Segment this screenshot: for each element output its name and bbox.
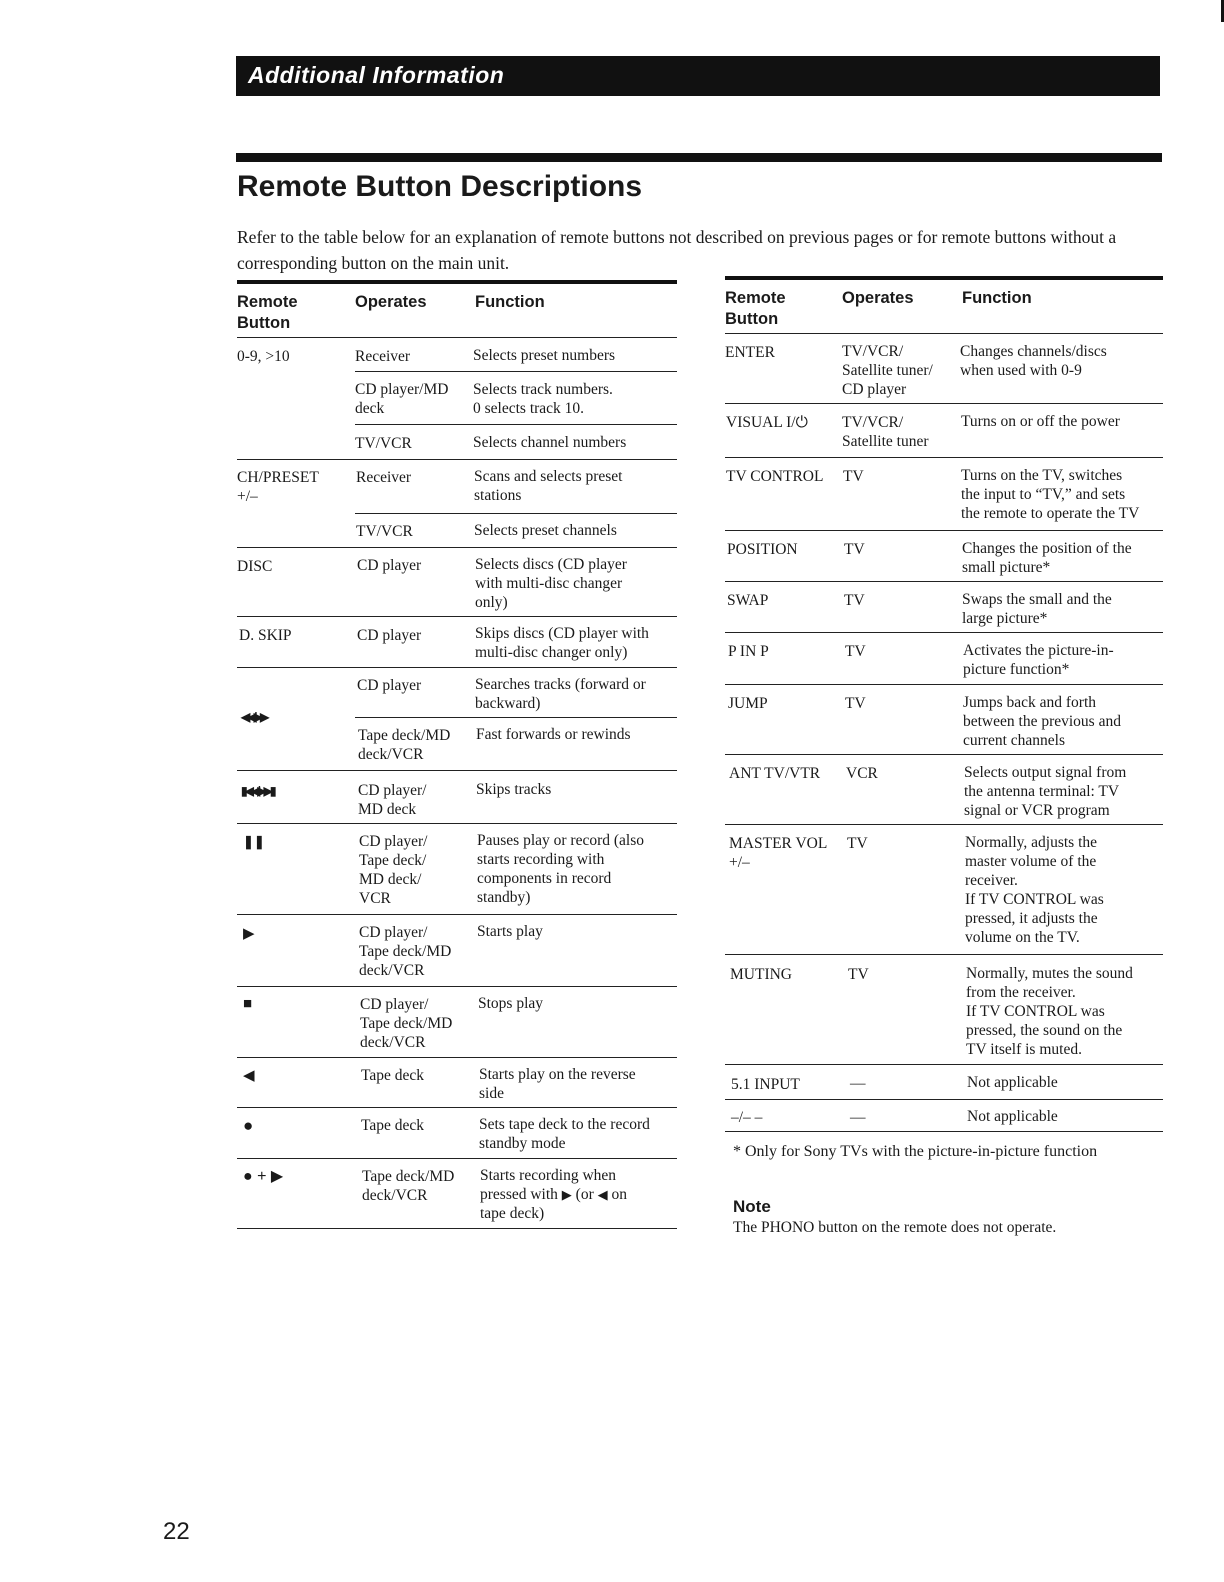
record-icon: ● — [243, 1116, 254, 1135]
left-table — [237, 280, 677, 1240]
button-tv-control: TV CONTROL — [726, 468, 824, 485]
row-rule — [237, 667, 677, 668]
subrow-rule — [355, 371, 677, 372]
rewind-fastforward-icon: ◀◀/▶▶ — [241, 710, 267, 724]
function-7: Selects output signal from the antenna terminal: TV signal or VCR program — [964, 764, 1127, 819]
operates-6: TV — [845, 695, 866, 712]
note-text: The PHONO button on the remote does not operate. — [733, 1219, 1057, 1236]
function-10: Not applicable — [967, 1074, 1058, 1091]
function-3: Changes the position of the small picture* — [962, 540, 1132, 576]
stop-icon: ■ — [243, 995, 253, 1012]
row-rule — [237, 1158, 677, 1159]
button-p-in-p: P IN P — [728, 643, 769, 660]
header-remote-button: Remote Button — [725, 289, 786, 328]
function-9: Normally, mutes the sound from the receiver. If TV CONTROL was pressed, the sound on the TV itself is muted. — [966, 965, 1133, 1058]
operates-14: Tape deck — [361, 1117, 425, 1134]
operates-8: Tape deck/MD deck/VCR — [358, 727, 451, 763]
header-rule — [725, 333, 1163, 334]
button-d-skip: D. SKIP — [239, 627, 292, 644]
page-title: Remote Button Descriptions — [237, 170, 643, 203]
subrow-rule — [355, 424, 677, 425]
operates-3: Receiver — [356, 469, 412, 486]
function-11: Not applicable — [967, 1108, 1058, 1125]
operates-1: TV/VCR/ Satellite tuner — [842, 414, 929, 450]
fn-text: (or — [575, 1186, 594, 1203]
function-7: Searches tracks (forward or backward) — [475, 676, 646, 712]
operates-2: TV — [843, 468, 864, 485]
button-0-9: 0-9, >10 — [237, 348, 290, 365]
operates-0: TV/VCR/ Satellite tuner/ CD player — [842, 343, 933, 398]
row-rule — [237, 1057, 677, 1058]
row-rule — [725, 632, 1163, 633]
operates-9: CD player/ MD deck — [358, 782, 427, 818]
operates-3: TV — [844, 541, 865, 558]
row-rule — [725, 824, 1163, 825]
row-rule — [237, 823, 677, 824]
header-operates: Operates — [355, 293, 427, 311]
fn-text: pressed with — [480, 1186, 558, 1203]
function-9: Skips tracks — [476, 781, 552, 798]
function-13: Starts play on the reverse side — [479, 1066, 636, 1102]
function-10: Pauses play or record (also starts recording with components in record standby) — [477, 832, 645, 906]
function-1: Turns on or off the power — [961, 413, 1120, 430]
button-jump: JUMP — [728, 695, 768, 712]
table-bottom-rule — [237, 1228, 677, 1229]
function-11: Starts play — [477, 923, 543, 940]
operates-10: CD player/ Tape deck/ MD deck/ VCR — [359, 833, 428, 907]
subrow-rule — [355, 513, 677, 514]
row-rule — [237, 1107, 677, 1108]
operates-2: TV/VCR — [355, 435, 412, 452]
operates-5: CD player — [357, 557, 422, 574]
operates-15: Tape deck/MD deck/VCR — [362, 1168, 455, 1204]
table-bottom-rule — [725, 1131, 1163, 1132]
reverse-play-icon: ◀ — [597, 1187, 608, 1202]
row-rule — [725, 1099, 1163, 1100]
intro-paragraph: Refer to the table below for an explanation of remote buttons not described on previous pages or for remote buttons without a corresponding button on the main unit. — [237, 227, 1117, 273]
function-2: Turns on the TV, switches the input to “TV,” and sets the remote to operate the TV — [961, 467, 1140, 522]
operates-10: — — [850, 1075, 866, 1092]
function-2: Selects channel numbers — [473, 434, 627, 451]
pause-icon: ❚❚ — [243, 834, 265, 849]
row-rule — [237, 986, 677, 987]
title-rule — [236, 153, 1162, 162]
operates-7: VCR — [846, 765, 878, 782]
page-number: 22 — [163, 1518, 190, 1545]
function-6: Skips discs (CD player with multi-disc changer only) — [475, 625, 649, 661]
operates-5: TV — [845, 643, 866, 660]
reverse-play-icon: ◀ — [243, 1067, 255, 1084]
function-4: Swaps the small and the large picture* — [962, 591, 1112, 627]
row-rule — [725, 403, 1163, 404]
section-banner — [236, 56, 1160, 96]
section-banner-label: Additional Information — [248, 62, 505, 88]
function-15-line3: tape deck) — [480, 1205, 545, 1222]
function-15-line2 — [480, 1185, 627, 1204]
button-master-vol: MASTER VOL +/– — [729, 835, 828, 871]
button-ch-preset: CH/PRESET +/– — [237, 469, 319, 505]
button-position: POSITION — [727, 541, 798, 558]
function-12: Stops play — [478, 995, 544, 1012]
play-icon: ▶ — [561, 1187, 572, 1202]
function-0: Selects preset numbers — [473, 347, 616, 364]
play-icon: ▶ — [243, 925, 255, 942]
operates-9: TV — [848, 966, 869, 983]
operates-13: Tape deck — [361, 1067, 425, 1084]
function-1: Selects track numbers. 0 selects track 10. — [473, 381, 613, 417]
operates-6: CD player — [357, 627, 422, 644]
function-4: Selects preset channels — [474, 522, 617, 539]
button-swap: SWAP — [727, 592, 769, 609]
header-operates: Operates — [842, 289, 914, 307]
button-disc: DISC — [237, 558, 273, 575]
function-15: Starts recording when — [480, 1167, 617, 1184]
header-remote-button: Remote Button — [237, 293, 298, 332]
row-rule — [725, 1064, 1163, 1065]
skip-previous-next-icon: ▮◀◀/▶▶▮ — [241, 784, 274, 798]
table-top-rule — [725, 276, 1163, 280]
row-rule — [725, 754, 1163, 755]
button-5-1-input: 5.1 INPUT — [731, 1076, 800, 1093]
note-heading: Note — [733, 1197, 771, 1216]
record-play-icon: ● + ▶ — [243, 1168, 284, 1185]
fn-text: on — [611, 1186, 627, 1203]
button-ant-tv-vtr: ANT TV/VTR — [729, 765, 821, 782]
function-8: Fast forwards or rewinds — [476, 726, 631, 743]
function-14: Sets tape deck to the record standby mode — [479, 1116, 650, 1152]
row-rule — [725, 684, 1163, 685]
row-rule — [237, 914, 677, 915]
operates-4: TV/VCR — [356, 523, 413, 540]
button-enter: ENTER — [725, 344, 775, 361]
row-rule — [237, 547, 677, 548]
operates-11: — — [850, 1109, 866, 1126]
operates-8: TV — [847, 835, 868, 852]
button-dash: –/– – — [731, 1109, 763, 1126]
header-function: Function — [962, 289, 1032, 307]
function-3: Scans and selects preset stations — [474, 468, 623, 504]
row-rule — [725, 457, 1163, 458]
function-6: Jumps back and forth between the previous and current channels — [963, 694, 1121, 749]
operates-7: CD player — [357, 677, 422, 694]
button-visual: VISUAL I/⏻ — [726, 414, 808, 431]
operates-4: TV — [844, 592, 865, 609]
operates-1: CD player/MD deck — [355, 381, 449, 417]
row-rule — [237, 459, 677, 460]
row-rule — [725, 581, 1163, 582]
function-0: Changes channels/discs when used with 0-9 — [960, 343, 1107, 379]
table-top-rule — [237, 280, 677, 284]
button-muting: MUTING — [730, 966, 792, 983]
header-rule — [237, 337, 677, 338]
subrow-rule — [355, 717, 677, 718]
function-5: Activates the picture-in- picture function* — [963, 642, 1114, 678]
function-5: Selects discs (CD player with multi-disc changer only) — [475, 556, 627, 611]
right-table — [725, 276, 1163, 1136]
row-rule — [725, 530, 1163, 531]
row-rule — [237, 770, 677, 771]
header-function: Function — [475, 293, 545, 311]
operates-12: CD player/ Tape deck/MD deck/VCR — [360, 996, 453, 1051]
footnote: * Only for Sony TVs with the picture-in-picture function — [733, 1143, 1098, 1160]
row-rule — [725, 954, 1163, 955]
function-8: Normally, adjusts the master volume of the receiver. If TV CONTROL was pressed, it adjusts the volume on the TV. — [965, 834, 1104, 946]
operates-0: Receiver — [355, 348, 411, 365]
operates-11: CD player/ Tape deck/MD deck/VCR — [359, 924, 452, 979]
row-rule — [237, 616, 677, 617]
